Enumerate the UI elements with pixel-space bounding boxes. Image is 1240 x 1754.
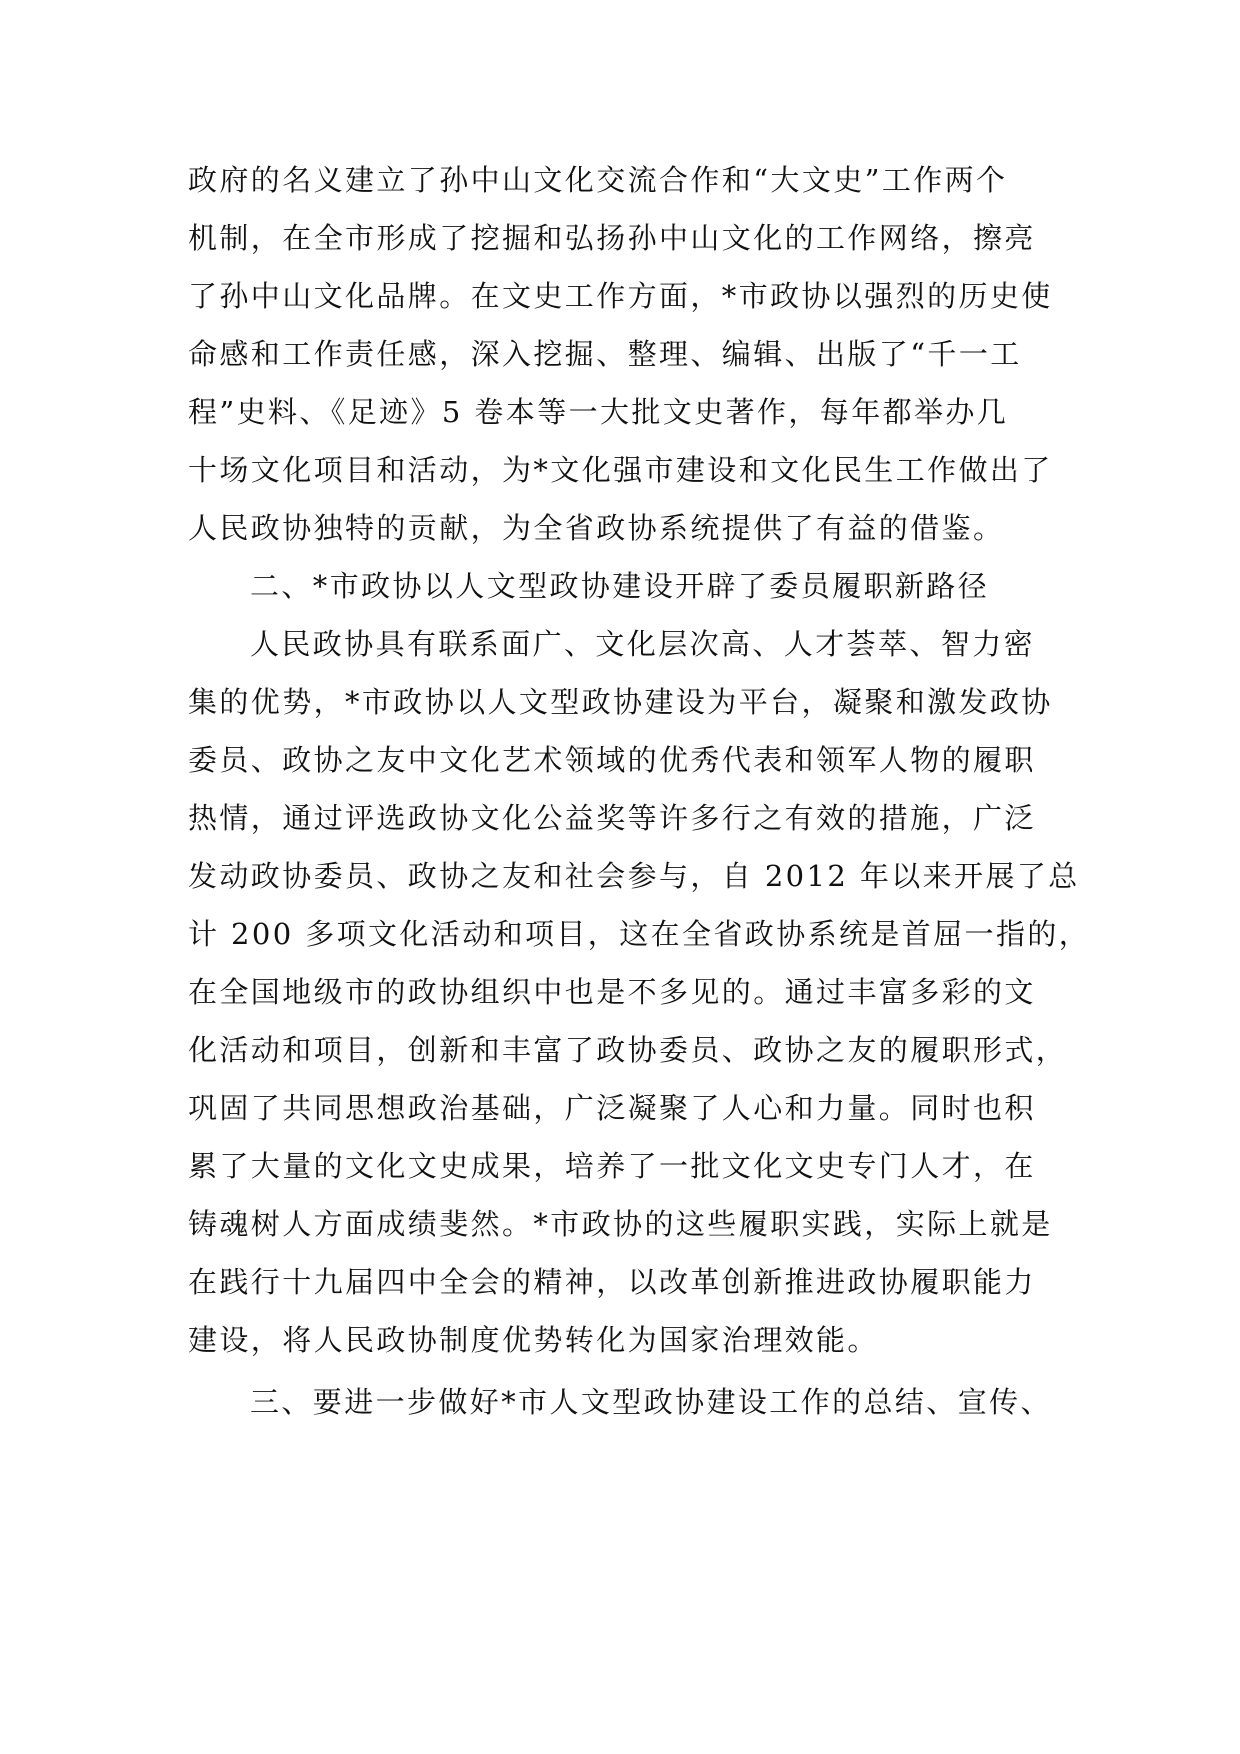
paragraph-line: 十场文化项目和活动，为*文化强市建设和文化民生工作做出了 [188,453,1053,487]
paragraph-line: 人民政协具有联系面广、文化层次高、人才荟萃、智力密 [250,627,1036,661]
paragraph-line: 建设，将人民政协制度优势转化为国家治理效能。 [188,1323,879,1357]
paragraph-line: 委员、政协之友中文化艺术领域的优秀代表和领军人物的履职 [188,743,1036,777]
paragraph-line: 发动政协委员、政协之友和社会参与，自 2012 年以来开展了总 [188,859,1080,893]
paragraph-line: 政府的名义建立了孙中山文化交流合作和“大文史”工作两个 [188,163,1008,197]
section-heading: 二、*市政协以人文型政协建设开辟了委员履职新路径 [250,569,990,603]
paragraph-line: 热情，通过评选政协文化公益奖等许多行之有效的措施，广泛 [188,801,1036,835]
paragraph-line: 命感和工作责任感，深入挖掘、整理、编辑、出版了“千一工 [188,337,1022,371]
paragraph-line: 机制，在全市形成了挖掘和弘扬孙中山文化的工作网络，擦亮 [188,221,1036,255]
paragraph-line: 化活动和项目，创新和丰富了政协委员、政协之友的履职形式， [188,1033,1068,1067]
paragraph-line: 累了大量的文化文史成果，培养了一批文化文史专门人才，在 [188,1149,1036,1183]
paragraph-line: 铸魂树人方面成绩斐然。*市政协的这些履职实践，实际上就是 [188,1207,1053,1241]
paragraph-line: 人民政协独特的贡献，为全省政协系统提供了有益的借鉴。 [188,511,1005,545]
paragraph-line: 了孙中山文化品牌。在文史工作方面，*市政协以强烈的历史使 [188,279,1053,313]
paragraph-line: 巩固了共同思想政治基础，广泛凝聚了人心和力量。同时也积 [188,1091,1036,1125]
section-heading: 三、要进一步做好*市人文型政协建设工作的总结、宣传、 [250,1385,1052,1419]
paragraph-line: 集的优势，*市政协以人文型政协建设为平台，凝聚和激发政协 [188,685,1053,719]
paragraph-line: 程”史料、《足迹》5 卷本等一大批文史著作，每年都举办几 [188,395,1009,429]
paragraph-line: 在全国地级市的政协组织中也是不多见的。通过丰富多彩的文 [188,975,1036,1009]
paragraph-line: 在践行十九届四中全会的精神，以改革创新推进政协履职能力 [188,1265,1036,1299]
paragraph-line: 计 200 多项文化活动和项目，这在全省政协系统是首屈一指的， [188,917,1091,951]
